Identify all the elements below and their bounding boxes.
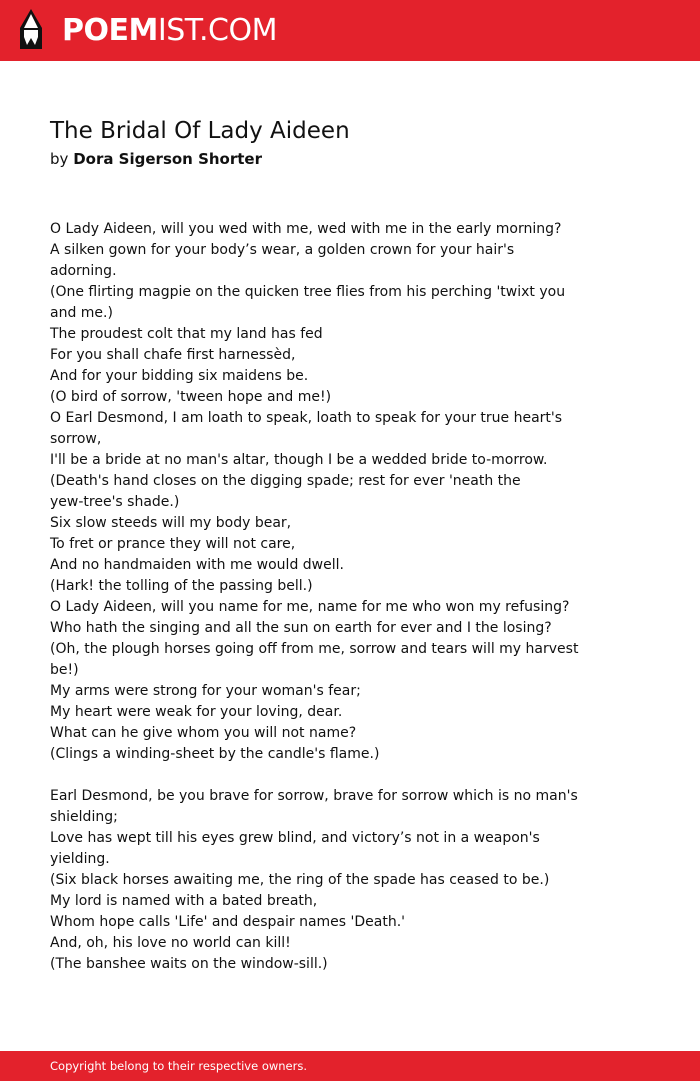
poem-body (50, 219, 580, 975)
poem-line: (One flirting magpie on the quicken tree flies from his perching 'twixt you (50, 284, 566, 300)
pencil-logo-icon[interactable] (18, 9, 44, 51)
poem-line: (Clings a winding-sheet by the candle's flame.) (50, 746, 380, 762)
poem-line: shielding; (50, 809, 118, 825)
poem-line: My lord is named with a bated breath, (50, 893, 318, 909)
poem-line: Who hath the singing and all the sun on earth for ever and I the losing? (50, 620, 552, 636)
poem-line: My heart were weak for your loving, dear. (50, 704, 343, 720)
poem-line: yielding. (50, 851, 110, 867)
poem-line: For you shall chafe first harnessèd, (50, 347, 296, 363)
poem-line: O Earl Desmond, I am loath to speak, loath to speak for your true heart's (50, 410, 563, 426)
poem-line: (O bird of sorrow, 'tween hope and me!) (50, 389, 332, 405)
poem-line: adorning. (50, 263, 117, 279)
byline (50, 148, 262, 170)
site-footer (0, 1051, 700, 1081)
poem-line: And, oh, his love no world can kill! (50, 935, 291, 951)
poem-line: My arms were strong for your woman's fear; (50, 683, 361, 699)
poem-line: And no handmaiden with me would dwell. (50, 557, 344, 573)
poem-title: The Bridal Of Lady Aideen (50, 118, 350, 144)
poem-line: And for your bidding six maidens be. (50, 368, 309, 384)
poem-line: O Lady Aideen, will you name for me, name for me who won my refusing? (50, 599, 570, 615)
poem-line: (Death's hand closes on the digging spade; rest for ever 'neath the (50, 473, 521, 489)
poem-line: The proudest colt that my land has fed (50, 326, 323, 342)
poem-line: (Six black horses awaiting me, the ring of the spade has ceased to be.) (50, 872, 550, 888)
poem-line: yew-tree's shade.) (50, 494, 180, 510)
poem-line: (The banshee waits on the window-sill.) (50, 956, 328, 972)
poem-line: O Lady Aideen, will you wed with me, wed with me in the early morning? (50, 221, 562, 237)
poem-line: A silken gown for your body’s wear, a golden crown for your hair's (50, 242, 515, 258)
poem-line: Earl Desmond, be you brave for sorrow, brave for sorrow which is no man's (50, 788, 578, 804)
poem-line: Love has wept till his eyes grew blind, and victory’s not in a weapon's (50, 830, 540, 846)
site-header (0, 0, 700, 61)
poem-line: (Hark! the tolling of the passing bell.) (50, 578, 313, 594)
copyright-text: Copyright belong to their respective owners. (50, 1059, 308, 1073)
poem-line: To fret or prance they will not care, (50, 536, 296, 552)
poem-line: What can he give whom you will not name? (50, 725, 357, 741)
poem-line: Whom hope calls 'Life' and despair names 'Death.' (50, 914, 406, 930)
poem-line: be!) (50, 662, 79, 678)
poem-line: (Oh, the plough horses going off from me, sorrow and tears will my harvest (50, 641, 579, 657)
poem-line: sorrow, (50, 431, 102, 447)
logo-bold-text: POEM (62, 13, 158, 48)
poem-line: I'll be a bride at no man's altar, though I be a wedded bride to-morrow. (50, 452, 548, 468)
site-logo[interactable] (62, 12, 277, 50)
poem-line: and me.) (50, 305, 113, 321)
logo-light-text: IST.COM (157, 13, 277, 48)
stanza-break (50, 765, 580, 786)
author-name: Dora Sigerson Shorter (73, 150, 262, 168)
by-label: by (50, 150, 69, 168)
poem-line: Six slow steeds will my body bear, (50, 515, 292, 531)
